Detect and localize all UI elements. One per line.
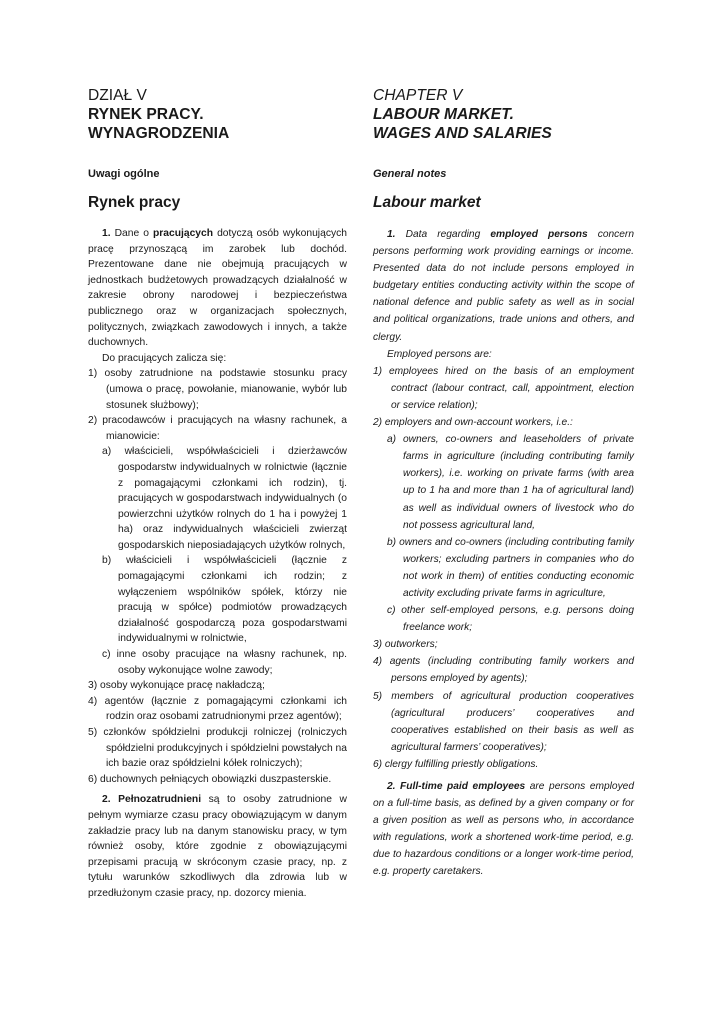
paragraph-number: 2. <box>387 781 396 792</box>
term-bold: Pełnozatrudnieni <box>110 794 202 806</box>
chapter-title-line-1: RYNEK PRACY. <box>88 106 204 123</box>
list-item: 3) osoby wykonujące pracę nakładczą; <box>88 680 265 692</box>
list-item: 4) agentów (łącznie z pomagającymi członkami ich rodzin oraz osobami zatrudnionymi przez agentów); <box>88 695 347 723</box>
sub-list-item: c) inne osoby pracujące na własny rachunek, np. osoby wykonujące wolne zawody; <box>102 649 347 676</box>
body-text <box>88 226 347 902</box>
paragraph-number: 2. <box>102 794 111 806</box>
text-run: dotyczą osób wykonujących pracę przynoszącą im zarobek lub dochód. Prezentowane dane nie obejmują pracujących w jednostkach budżetowych prowadzących działalność w zakresie obrony narodowej i bezpieczeństwa publicznego oraz w organizacjach społecznych, politycznych, związkach zawodowych i innych, a także duchownych. <box>88 228 347 349</box>
text-run: are persons employed on a full-time basis, as defined by a given company or for a given position as well as persons who, in accordance with regulations, work a shortened work-time period, e.g. due to hazardous conditions or a longer work-time period, e.g. property caretakers. <box>373 781 634 878</box>
list-item: 1) employees hired on the basis of an employment contract (labour contract, call, appointment, election or service relation); <box>373 365 634 411</box>
list-item: 1) osoby zatrudnione na podstawie stosunku pracy (umowa o pracę, powołanie, mianowanie, wybór lub stosunek służbowy); <box>88 368 347 411</box>
sub-list-item: a) owners, co-owners and leaseholders of private farms in agriculture (including contributing family workers), i.e. working on private farms (with area up to 1 ha and more than 1 ha of agricultural land) as well as individual owners of livestock who do not possess agricultural land, <box>387 434 634 531</box>
text-run: concern persons performing work providing earnings or income. Presented data do not include persons employed in budgetary entities conducting activity within the scope of national defence and public safety as well as in social and political organizations, trade unions and others, and clergy. <box>373 229 634 343</box>
paragraph-number: 1. <box>102 228 111 239</box>
paragraph-1 <box>88 226 347 351</box>
chapter-label: CHAPTER V <box>373 87 463 104</box>
text-run: Dane o <box>110 228 153 239</box>
general-notes-heading: Uwagi ogólne <box>88 168 160 180</box>
list-item: 5) members of agricultural production cooperatives (agricultural producers’ cooperatives and cooperatives established on their basis as well as agricultural farmers’ cooperatives); <box>373 690 634 753</box>
list-intro: Do pracujących zalicza się: <box>102 352 227 364</box>
list-intro: Employed persons are: <box>387 348 492 360</box>
sub-list-item: a) właścicieli, współwłaścicieli i dzierżawców gospodarstw indywidualnych w rolnictwie (łącznie z pomagającymi członkami ich rodzin), tj. pracujących w gospodarstwach indywidualnych (o powierzchni użytków rolnych do 1 ha i powyżej 1 ha) oraz indywidualnych właścicieli zwierząt gospodarskich nieposiadających użytków rolnych, <box>102 446 347 551</box>
text-run: są to osoby zatrudnione w pełnym wymiarze czasu pracy obowiązującym w danym zakładzie pracy lub na danym stanowisku pracy, w tym również osoby, które zgodnie z obowiązującymi przepisami pracują w skróconym czasie pracy, np. z tytułu warunków szkodliwych dla zdrowia lub w przedłużonym czasie pracy, np. dozorcy mienia. <box>88 794 347 899</box>
list-item: 2) pracodawców i pracujących na własny rachunek, a mianowicie: <box>88 415 347 442</box>
term-bold: pracujących <box>152 228 214 239</box>
general-notes-heading: General notes <box>373 168 447 180</box>
paragraph-1 <box>373 226 634 346</box>
paragraph-number: 1. <box>387 229 396 240</box>
list-item: 4) agents (including contributing family workers and persons employed by agents); <box>373 656 634 685</box>
section-heading: Rynek pracy <box>88 194 181 211</box>
chapter-title-line-1: LABOUR MARKET. <box>373 106 514 123</box>
chapter-label: DZIAŁ V <box>88 87 147 104</box>
sub-list-item: b) owners and co-owners (including contributing family workers; excluding partners in companies who do not work in them) of entities conducting economic activity excluding private farms in agriculture, <box>387 536 634 599</box>
list-item: 6) clergy fulfilling priestly obligations. <box>373 758 539 770</box>
body-text <box>373 226 634 881</box>
text-run: Data regarding <box>395 229 491 240</box>
chapter-title-line-2: WYNAGRODZENIA <box>88 125 230 142</box>
chapter-heading <box>373 86 552 143</box>
list-item: 6) duchownych pełniących obowiązki duszpasterskie. <box>88 773 332 785</box>
section-heading: Labour market <box>373 194 481 211</box>
paragraph-2 <box>373 778 634 881</box>
chapter-heading <box>88 86 229 143</box>
chapter-title-line-2: WAGES AND SALARIES <box>373 125 552 142</box>
list-item: 3) outworkers; <box>373 639 438 651</box>
term-bold: employed persons <box>490 229 588 240</box>
list-item: 2) employers and own-account workers, i.e.: <box>373 417 573 429</box>
paragraph-2 <box>88 792 347 901</box>
sub-list-item: b) właścicieli i współwłaścicieli (łącznie z pomagającymi członkami ich rodzin; z wyłączeniem wspólników spółek, którzy nie pracują w spółce) podmiotów prowadzących działalność gospodarczą poza gospodarstwami indywidualnymi w rolnictwie, <box>102 555 347 645</box>
list-item: 5) członków spółdzielni produkcji rolniczej (rolniczych spółdzielni produkcyjnych i spółdzielni powstałych na ich bazie oraz spółdzielni kółek rolniczych); <box>88 727 347 770</box>
term-bold: Full-time paid employees <box>395 781 526 792</box>
sub-list-item: c) other self-employed persons, e.g. persons doing freelance work; <box>387 605 634 634</box>
